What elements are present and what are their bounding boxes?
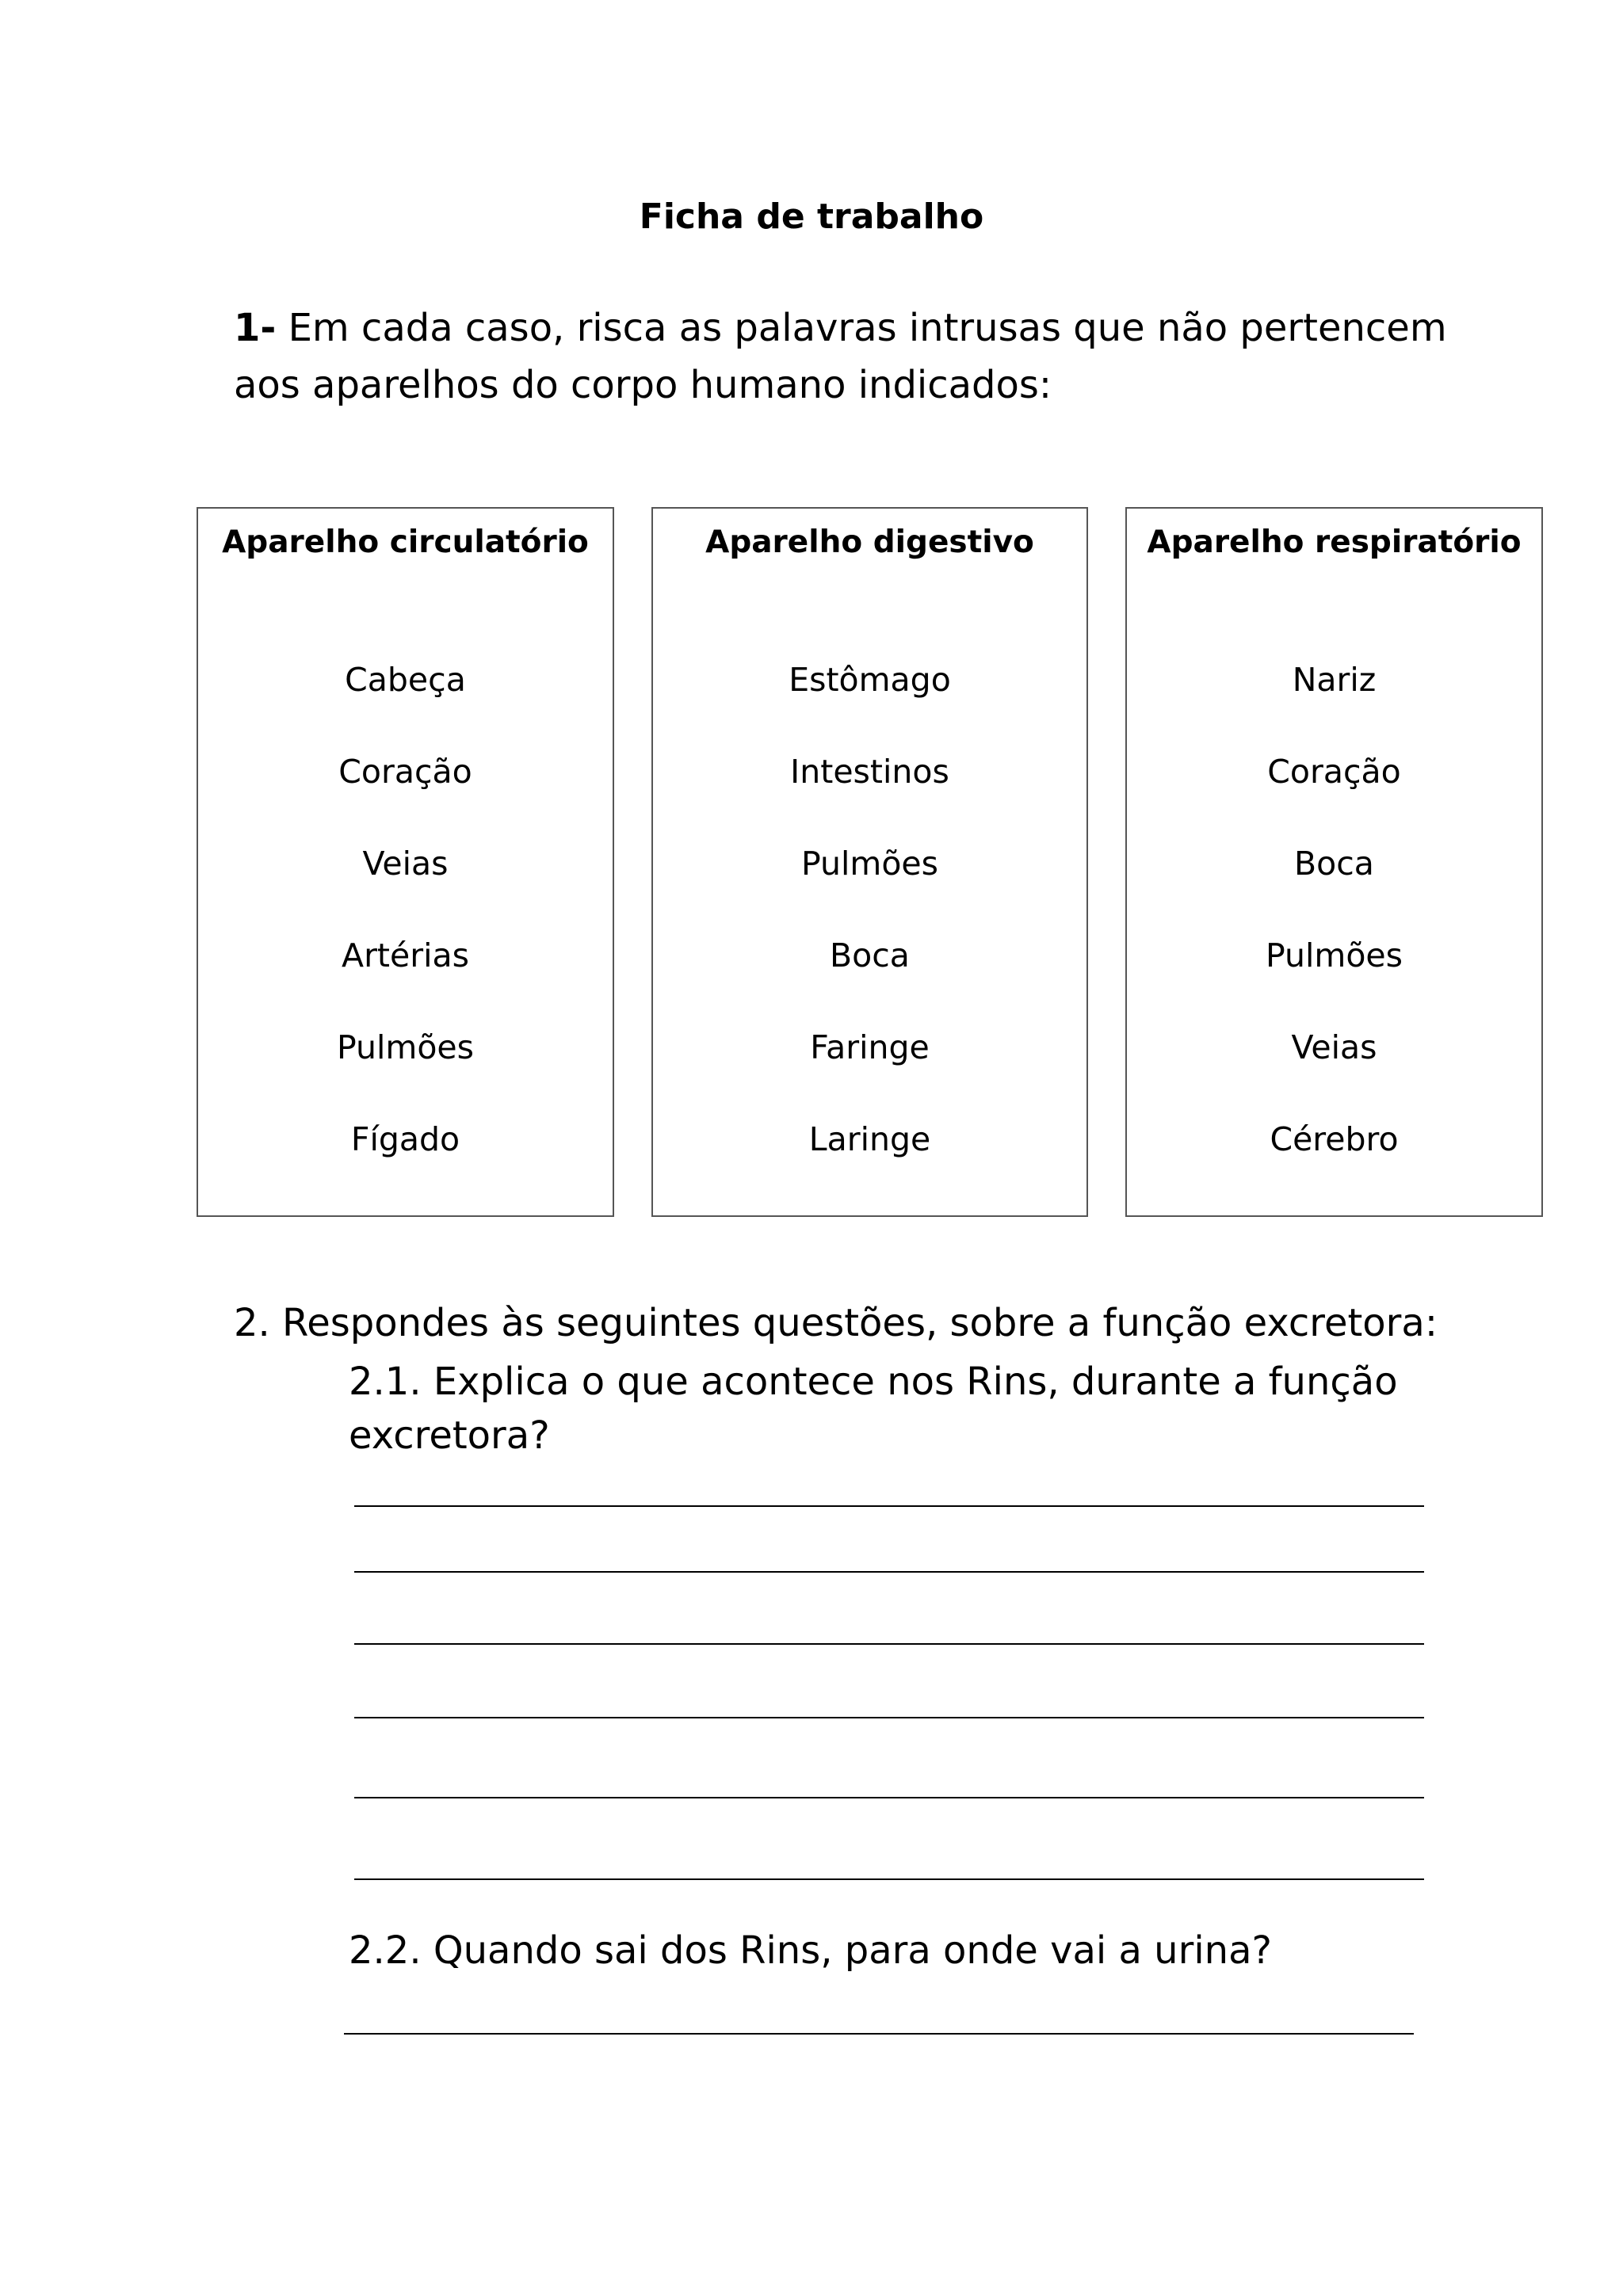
question-2-2: 2.2. Quando sai dos Rins, para onde vai a urina? — [349, 1928, 1272, 1973]
answer-line[interactable] — [354, 1717, 1424, 1718]
page-title: Ficha de trabalho — [639, 196, 984, 237]
word-item[interactable]: Coração — [1267, 753, 1401, 791]
word-item[interactable]: Pulmões — [801, 845, 938, 883]
word-item[interactable]: Cabeça — [345, 661, 466, 699]
word-item[interactable]: Fígado — [350, 1120, 460, 1158]
word-item[interactable]: Boca — [830, 936, 910, 974]
word-item[interactable]: Coração — [338, 753, 472, 791]
box-heading: Aparelho respiratório — [1147, 524, 1522, 560]
word-item[interactable]: Pulmões — [1266, 936, 1403, 974]
word-item[interactable]: Estômago — [789, 661, 951, 699]
answer-line[interactable] — [354, 1643, 1424, 1645]
answer-line[interactable] — [354, 1797, 1424, 1798]
word-list — [1127, 660, 1541, 1211]
word-item[interactable]: Artérias — [342, 936, 469, 974]
word-item[interactable]: Faringe — [810, 1028, 930, 1066]
word-item[interactable]: Cérebro — [1270, 1120, 1399, 1158]
word-item[interactable]: Nariz — [1292, 661, 1377, 699]
word-item[interactable]: Boca — [1294, 845, 1374, 883]
word-list — [653, 660, 1086, 1211]
box-heading: Aparelho digestivo — [705, 524, 1034, 560]
word-item[interactable]: Pulmões — [337, 1028, 474, 1066]
question-1-number: 1- — [234, 306, 277, 350]
question-2-1: 2.1. Explica o que acontece nos Rins, durante a função excretora? — [349, 1360, 1398, 1458]
word-item[interactable]: Veias — [1291, 1028, 1377, 1066]
box-digestive — [651, 507, 1088, 1217]
answer-line[interactable] — [344, 2033, 1414, 2035]
word-item[interactable]: Veias — [362, 845, 449, 883]
answer-line[interactable] — [354, 1571, 1424, 1573]
question-1 — [234, 299, 1470, 414]
question-2: 2. Respondes às seguintes questões, sobre a função excretora: — [234, 1301, 1438, 1345]
word-item[interactable]: Laringe — [808, 1120, 931, 1158]
question-1-text: Em cada caso, risca as palavras intrusas que não pertencem aos aparelhos do corpo humano indicados: — [234, 306, 1447, 407]
word-item[interactable]: Intestinos — [790, 753, 949, 791]
word-list — [198, 660, 613, 1211]
box-circulatory — [197, 507, 614, 1217]
box-respiratory — [1125, 507, 1543, 1217]
answer-line[interactable] — [354, 1878, 1424, 1880]
answer-line[interactable] — [354, 1505, 1424, 1507]
box-heading: Aparelho circulatório — [222, 524, 589, 560]
